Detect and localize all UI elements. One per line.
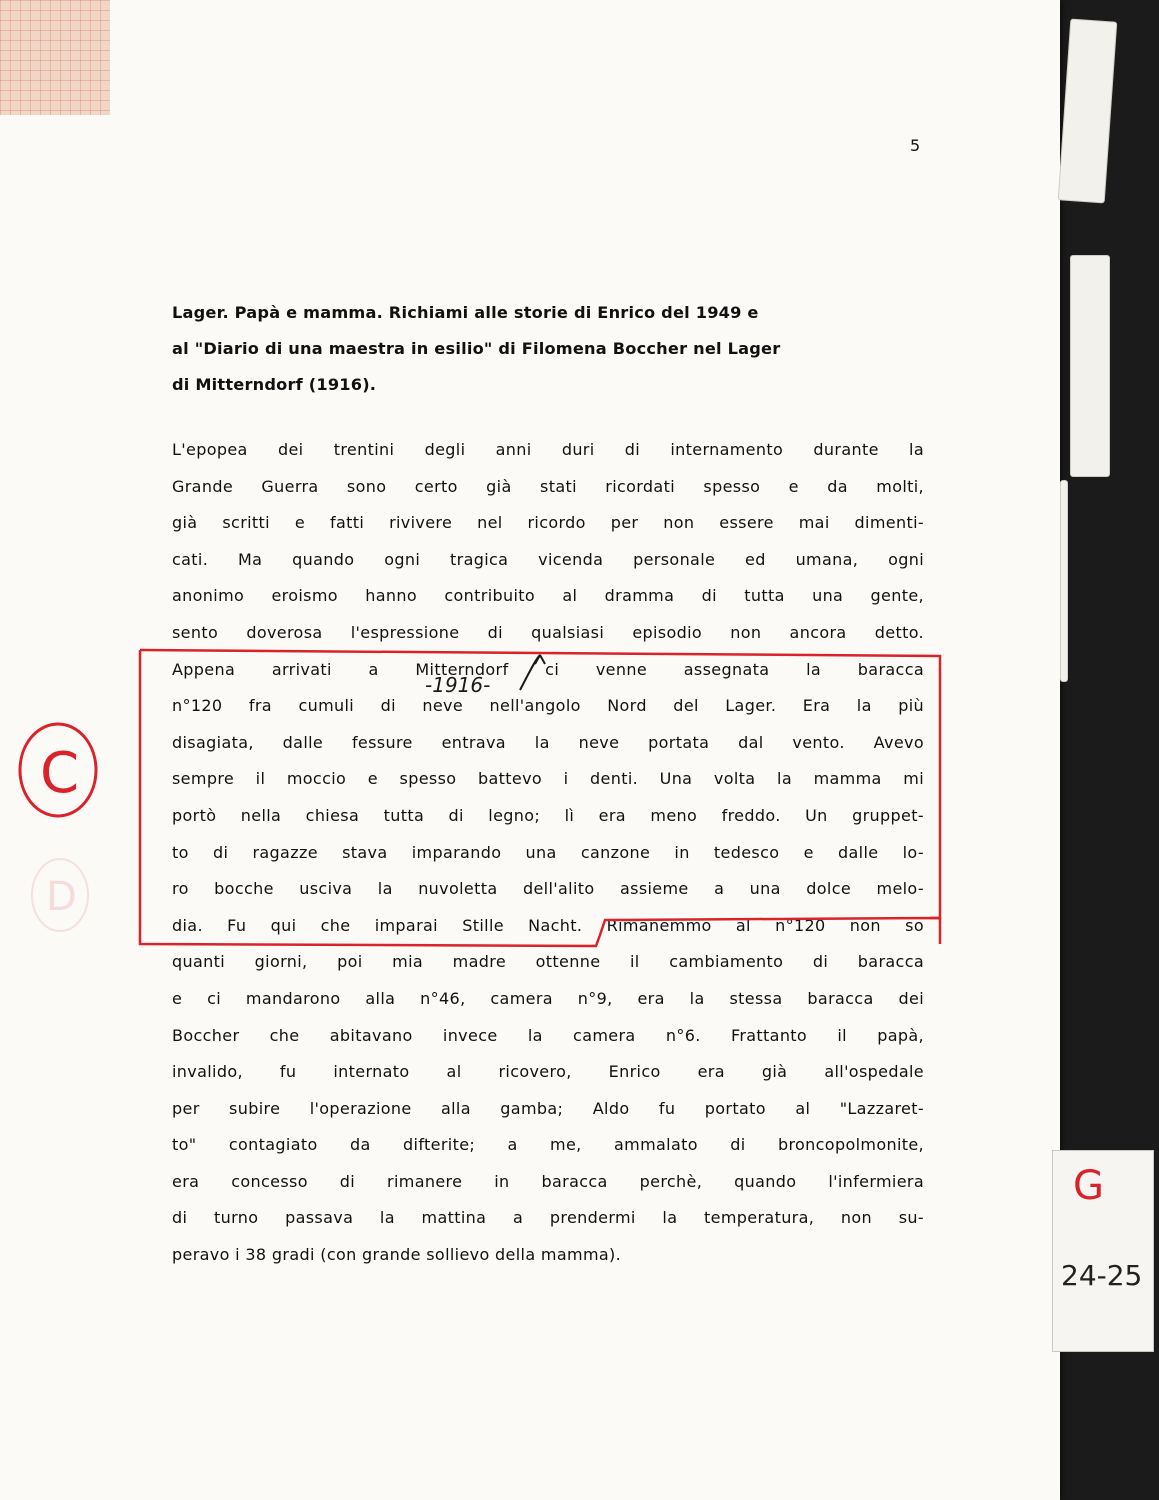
index-tab <box>1070 255 1110 477</box>
body-line: to" contagiato da difterite; a me, ammalato di broncopolmonite, <box>172 1135 924 1155</box>
body-line: invalido, fu internato al ricovero, Enrico era già all'ospedale <box>172 1062 924 1082</box>
margin-range: 24-25 <box>1061 1259 1143 1292</box>
body-line: Grande Guerra sono certo già stati ricordati spesso e da molti, <box>172 476 924 496</box>
bracket-bottom-left <box>140 650 940 946</box>
body-line: per subire l'operazione alla gamba; Aldo fu portato al "Lazzaret- <box>172 1098 924 1118</box>
heading-line: Lager. Papà e mamma. Richiami alle storie di Enrico del 1949 e <box>172 303 759 322</box>
body-line: Boccher che abitavano invece la camera n°6. Frattanto il papà, <box>172 1025 924 1045</box>
body-line: peravo i 38 gradi (con grande sollievo della mamma). <box>172 1245 622 1265</box>
margin-label-box <box>1052 1150 1154 1352</box>
insertion-arrow <box>520 655 545 690</box>
faint-letter: D <box>46 874 77 920</box>
page-number: 5 <box>910 136 921 155</box>
body-line: già scritti e fatti rivivere nel ricordo per non essere mai dimenti- <box>172 513 924 533</box>
body-line: era concesso di rimanere in baracca perchè, quando l'infermiera <box>172 1171 924 1191</box>
body-line: quanti giorni, poi mia madre ottenne il cambiamento di baracca <box>172 952 924 972</box>
body-line: e ci mandarono alla n°46, camera n°9, era la stessa baracca dei <box>172 988 924 1008</box>
index-tab <box>1058 19 1118 204</box>
body-line: sento doverosa l'espressione di qualsiasi episodio non ancora detto. <box>172 622 924 642</box>
body-line: Appena arrivati a Mitterndorf ci venne assegnata la baracca <box>172 659 924 679</box>
body-line: portò nella chiesa tutta di legno; lì era meno freddo. Un gruppet- <box>172 805 924 825</box>
body-line: disagiata, dalle fessure entrava la neve portata dal vento. Avevo <box>172 732 924 752</box>
body-line: to di ragazze stava imparando una canzone in tedesco e dalle lo- <box>172 842 924 862</box>
body-line: L'epopea dei trentini degli anni duri di internamento durante la <box>172 440 924 459</box>
year-note: -1916- <box>425 673 491 697</box>
body-line: anonimo eroismo hanno contribuito al dramma di tutta una gente, <box>172 586 924 606</box>
circle-letter: C <box>40 741 80 806</box>
body-line: ro bocche usciva la nuvoletta dell'alito assieme a una dolce melo- <box>172 879 924 899</box>
body-line: di turno passava la mattina a prendermi la temperatura, non su- <box>172 1208 924 1228</box>
body-line: dia. Fu qui che imparai Stille Nacht. Rimanemmo al n°120 non so <box>172 915 924 935</box>
heading-line: di Mitterndorf (1916). <box>172 375 377 394</box>
index-tab-edge <box>1060 480 1068 682</box>
margin-letter: G <box>1073 1163 1104 1209</box>
heading-line: al "Diario di una maestra in esilio" di Filomena Boccher nel Lager <box>172 339 781 358</box>
bracket-top-right <box>140 650 940 918</box>
body-line: sempre il moccio e spesso battevo i denti. Una volta la mamma mi <box>172 769 924 789</box>
body-line: n°120 fra cumuli di neve nell'angolo Nord del Lager. Era la più <box>172 696 924 716</box>
body-line: cati. Ma quando ogni tragica vicenda personale ed umana, ogni <box>172 549 924 569</box>
